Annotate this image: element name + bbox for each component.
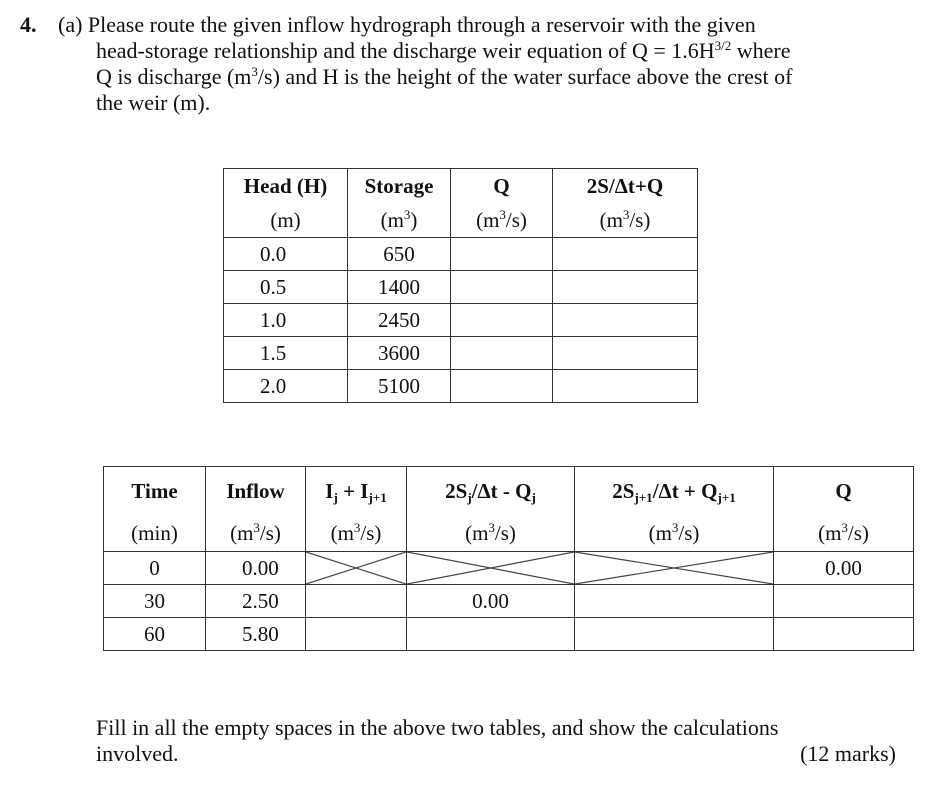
header-storage: Storage <box>348 169 451 204</box>
cell-time: 60 <box>104 618 206 651</box>
units-time: (min) <box>104 515 206 552</box>
instruction-line-1: Fill in all the empty spaces in the above two tables, and show the calculations <box>96 715 779 740</box>
table-units-row <box>104 515 914 552</box>
routing-table <box>103 466 914 651</box>
cell-inflow: 0.00 <box>206 552 306 585</box>
cell-storage: 3600 <box>348 337 451 370</box>
cell-2s-dt-plus-q[interactable] <box>553 304 698 337</box>
cell-storage: 2450 <box>348 304 451 337</box>
table-header-row <box>224 169 698 204</box>
cell-discharge[interactable] <box>451 304 553 337</box>
units-inflow: $(m^3/s)$ <box>206 515 306 552</box>
crossed-out-cell <box>575 552 774 585</box>
units-discharge: $(m^3/s)$ <box>774 515 914 552</box>
cell-2s-dt-plus-q[interactable] <box>553 238 698 271</box>
cell-2s-dt-plus-q[interactable] <box>553 337 698 370</box>
table-row <box>224 238 698 271</box>
header-head: Head (H) <box>224 169 348 204</box>
header-inflow: Inflow <box>206 467 306 516</box>
units-head: (m) <box>224 203 348 238</box>
cell-inflow: 2.50 <box>206 585 306 618</box>
cell-inflow-sum[interactable] <box>306 585 407 618</box>
cell-head: 2.0 <box>224 370 348 403</box>
table-header-row <box>104 467 914 516</box>
cell-time: 30 <box>104 585 206 618</box>
units-2s-dt-minus-q: $(m^3/s)$ <box>407 515 575 552</box>
header-2s-dt-plus-q: $2S_{j+1}/\Delta t + Q_{j+1}$ <box>575 467 774 516</box>
cell-time: 0 <box>104 552 206 585</box>
question-number: 4. <box>20 12 37 37</box>
cell-inflow: 5.80 <box>206 618 306 651</box>
table-row <box>104 618 914 651</box>
units-2s-dt-plus-q: $(m^3/s)$ <box>553 203 698 238</box>
header-discharge: Q <box>451 169 553 204</box>
head-storage-table <box>223 168 698 403</box>
cell-2s-dt-minus-q[interactable] <box>407 618 575 651</box>
table-row <box>104 585 914 618</box>
cell-storage: 1400 <box>348 271 451 304</box>
question-line-4 <box>20 90 910 116</box>
cross-mark <box>407 552 574 584</box>
cross-mark <box>575 552 773 584</box>
question-line1-text: Please route the given inflow hydrograph through a reservoir with the given <box>87 12 756 37</box>
cell-discharge[interactable] <box>451 370 553 403</box>
question-line-2 <box>20 38 910 64</box>
cell-head: 1.5 <box>224 337 348 370</box>
cell-2s-dt-plus-q[interactable] <box>575 585 774 618</box>
crossed-out-cell <box>407 552 575 585</box>
cell-discharge[interactable] <box>451 238 553 271</box>
table-row <box>224 370 698 403</box>
cell-storage: 5100 <box>348 370 451 403</box>
cell-2s-dt-plus-q[interactable] <box>553 271 698 304</box>
exponent: 3 <box>251 64 258 79</box>
cell-head: 1.0 <box>224 304 348 337</box>
instruction-line-2 <box>96 741 896 767</box>
question-line4-text: the weir (m). <box>96 90 211 115</box>
question-line-1 <box>20 12 910 38</box>
question-part: (a) <box>58 12 83 37</box>
cell-2s-dt-minus-q: 0.00 <box>407 585 575 618</box>
question-line-3 <box>20 64 910 90</box>
cell-discharge[interactable] <box>451 337 553 370</box>
cell-discharge[interactable] <box>774 618 914 651</box>
header-2s-dt-plus-q: 2S/Δt+Q <box>553 169 698 204</box>
units-2s-dt-plus-q: $(m^3/s)$ <box>575 515 774 552</box>
instructions <box>96 715 896 767</box>
header-time: Time <box>104 467 206 516</box>
units-discharge: $(m^3/s)$ <box>451 203 553 238</box>
question-line2-text: head-storage relationship and the discharge weir equation of Q = 1.6H <box>96 38 715 63</box>
cell-head: 0.5 <box>224 271 348 304</box>
table-row <box>224 304 698 337</box>
marks-label: (12 marks) <box>800 741 896 766</box>
crossed-out-cell <box>306 552 407 585</box>
cell-discharge: 0.00 <box>774 552 914 585</box>
question-line2-end: where <box>731 38 791 63</box>
units-inflow-sum: $(m^3/s)$ <box>306 515 407 552</box>
cell-storage: 650 <box>348 238 451 271</box>
question-line3-text: Q is discharge (m <box>96 64 252 89</box>
table-row <box>224 271 698 304</box>
cross-mark <box>306 552 406 584</box>
table-units-row <box>224 203 698 238</box>
instruction-line-2-text: involved. <box>96 741 179 766</box>
header-inflow-sum: $I_j + I_{j+1}$ <box>306 467 407 516</box>
cell-discharge[interactable] <box>774 585 914 618</box>
question-text <box>20 12 910 116</box>
units-storage: $(m^3)$ <box>348 203 451 238</box>
table-row <box>104 552 914 585</box>
cell-head: 0.0 <box>224 238 348 271</box>
cell-inflow-sum[interactable] <box>306 618 407 651</box>
table-row <box>224 337 698 370</box>
question-line3-end: /s) and H is the height of the water surface above the crest of <box>257 64 793 89</box>
header-discharge: Q <box>774 467 914 516</box>
header-2s-dt-minus-q: $2S_j/\Delta t - Q_j$ <box>407 467 575 516</box>
exponent: 3/2 <box>714 38 732 53</box>
cell-2s-dt-plus-q[interactable] <box>553 370 698 403</box>
cell-2s-dt-plus-q[interactable] <box>575 618 774 651</box>
cell-discharge[interactable] <box>451 271 553 304</box>
